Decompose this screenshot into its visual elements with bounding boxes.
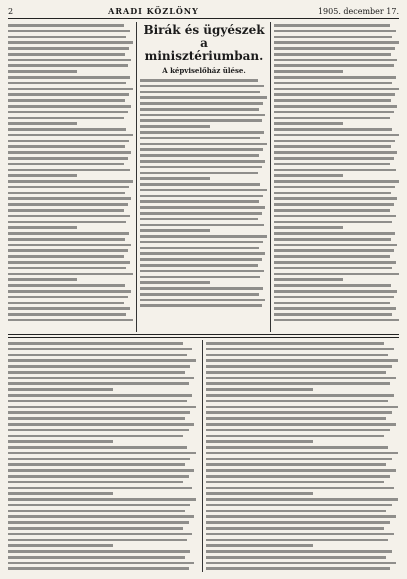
text-line (274, 145, 391, 148)
text-line (274, 261, 396, 264)
text-line (140, 258, 262, 261)
text-line (8, 244, 131, 247)
text-line (8, 192, 125, 195)
text-line (206, 527, 384, 530)
text-line (206, 365, 392, 368)
text-line (206, 567, 390, 570)
column-1 (8, 22, 134, 332)
text-line (8, 180, 133, 183)
text-line (206, 452, 398, 455)
text-line (8, 209, 124, 212)
text-line (274, 82, 392, 85)
text-line (8, 359, 196, 362)
text-line (8, 24, 124, 27)
text-line (140, 154, 259, 157)
text-line (8, 417, 185, 420)
text-line (274, 238, 391, 241)
text-line (206, 487, 394, 490)
text-line (8, 307, 130, 310)
text-line (274, 255, 390, 258)
paper-name: ARADI KÖZLÖNY (108, 6, 199, 16)
text-line (274, 209, 390, 212)
text-line (274, 134, 399, 137)
issue-date: 1905. december 17. (317, 6, 399, 16)
text-line (8, 539, 187, 542)
text-line (8, 93, 129, 96)
text-line (8, 221, 126, 224)
text-line (8, 435, 183, 438)
column-text (8, 22, 134, 321)
text-line (140, 270, 264, 273)
text-line (140, 119, 262, 122)
text-line (8, 255, 124, 258)
text-line (274, 30, 396, 33)
text-line (140, 148, 263, 151)
page-number: 2 (8, 6, 14, 16)
text-line (140, 247, 259, 250)
text-line (140, 235, 267, 238)
text-line (274, 41, 399, 44)
text-line (8, 556, 185, 559)
text-line (8, 197, 131, 200)
text-line (8, 458, 190, 461)
text-line (8, 157, 128, 160)
text-line (274, 273, 399, 276)
text-line (8, 411, 190, 414)
text-line (206, 440, 313, 443)
text-line (206, 504, 392, 507)
text-line (8, 365, 190, 368)
text-line (274, 128, 392, 131)
text-line (8, 64, 128, 67)
text-line (8, 226, 77, 229)
text-line (8, 169, 130, 172)
text-line (8, 174, 77, 177)
text-line (206, 469, 396, 472)
text-line (8, 371, 185, 374)
text-line (140, 183, 260, 186)
text-line (274, 88, 399, 91)
text-line (8, 302, 124, 305)
text-line (8, 440, 113, 443)
text-line (274, 319, 399, 322)
column-3 (274, 22, 400, 332)
text-line (206, 435, 384, 438)
text-line (140, 125, 210, 128)
text-line (206, 382, 390, 385)
text-line (8, 41, 133, 44)
text-line (8, 128, 126, 131)
text-line (274, 59, 397, 62)
text-line (206, 400, 388, 403)
text-line (8, 273, 133, 276)
text-line (8, 400, 187, 403)
text-line (8, 463, 185, 466)
text-line (8, 36, 126, 39)
text-line (274, 215, 396, 218)
text-line (274, 93, 395, 96)
text-line (206, 406, 398, 409)
text-line (8, 481, 183, 484)
text-line (140, 79, 258, 82)
text-line (206, 556, 386, 559)
text-line (274, 163, 390, 166)
text-line (274, 151, 397, 154)
text-line (206, 510, 386, 513)
text-line (8, 533, 192, 536)
text-line (274, 70, 343, 73)
lower-column-right (206, 340, 400, 572)
text-line (140, 218, 258, 221)
column-divider (270, 22, 271, 332)
text-line (140, 96, 267, 99)
text-line (8, 140, 129, 143)
text-line (8, 446, 187, 449)
text-line (140, 160, 265, 163)
text-line (206, 550, 392, 553)
text-line (8, 278, 77, 281)
text-line (274, 117, 390, 120)
text-line (140, 299, 265, 302)
text-line (274, 296, 394, 299)
text-line (274, 302, 390, 305)
text-line (140, 293, 259, 296)
text-line (140, 189, 267, 192)
text-line (206, 446, 388, 449)
text-line (140, 287, 263, 290)
text-line (8, 163, 124, 166)
article-title: Birák és ügyészek a minisztériumban. (143, 23, 265, 63)
text-line (274, 111, 394, 114)
text-line (274, 105, 397, 108)
text-line (8, 567, 189, 570)
text-line (140, 195, 263, 198)
text-line (8, 186, 129, 189)
text-line (8, 504, 190, 507)
text-line (8, 377, 194, 380)
text-line (206, 562, 396, 565)
text-line (206, 348, 394, 351)
text-line (206, 498, 398, 501)
text-line (140, 281, 210, 284)
text-line (8, 492, 113, 495)
text-line (8, 134, 133, 137)
text-line (8, 47, 129, 50)
text-line (274, 174, 343, 177)
text-line (140, 264, 258, 267)
text-line (8, 267, 126, 270)
text-line (274, 186, 395, 189)
text-line (140, 177, 210, 180)
text-line (274, 53, 391, 56)
text-line (140, 252, 265, 255)
text-line (274, 221, 392, 224)
text-line (140, 85, 264, 88)
text-line (206, 463, 386, 466)
text-line (8, 284, 125, 287)
text-line (140, 224, 264, 227)
text-line (206, 394, 394, 397)
text-line (140, 304, 262, 307)
text-line (274, 140, 395, 143)
text-line (8, 348, 192, 351)
text-line (8, 423, 194, 426)
column-text (8, 340, 198, 570)
header-rule (8, 18, 399, 19)
text-line (8, 527, 183, 530)
text-line (140, 241, 263, 244)
text-line (140, 200, 259, 203)
text-line (8, 249, 128, 252)
text-line (8, 53, 125, 56)
text-line (274, 64, 394, 67)
text-line (206, 492, 313, 495)
text-line (8, 406, 196, 409)
text-line (274, 203, 394, 206)
text-line (8, 521, 189, 524)
text-line (8, 487, 192, 490)
text-line (8, 203, 128, 206)
text-line (206, 539, 388, 542)
text-line (8, 76, 130, 79)
text-line (8, 515, 194, 518)
text-line (8, 261, 130, 264)
text-line (206, 411, 392, 414)
text-line (274, 157, 394, 160)
text-line (206, 515, 396, 518)
column-divider (202, 340, 203, 572)
text-line (8, 70, 77, 73)
text-line (8, 88, 133, 91)
text-line (274, 36, 392, 39)
text-line (206, 521, 390, 524)
text-line (206, 342, 384, 345)
text-line (8, 111, 128, 114)
text-line (274, 249, 394, 252)
text-line (8, 232, 129, 235)
text-line (8, 452, 196, 455)
text-line (274, 47, 395, 50)
text-line (274, 290, 397, 293)
text-line (8, 313, 126, 316)
text-line (8, 122, 77, 125)
text-line (140, 108, 259, 111)
text-line (140, 212, 262, 215)
text-line (140, 166, 262, 169)
column-divider (136, 22, 137, 332)
text-line (206, 359, 398, 362)
text-line (274, 244, 397, 247)
text-line (274, 76, 396, 79)
text-line (8, 429, 189, 432)
text-line (8, 498, 196, 501)
text-line (206, 371, 386, 374)
text-line (274, 226, 343, 229)
text-line (274, 267, 392, 270)
lower-column-left (8, 340, 198, 572)
text-line (206, 458, 392, 461)
text-line (274, 99, 391, 102)
text-line (140, 172, 258, 175)
text-line (8, 238, 125, 241)
text-line (140, 137, 260, 140)
text-line (8, 99, 125, 102)
text-line (206, 354, 388, 357)
text-line (274, 284, 391, 287)
section-rule (8, 337, 399, 338)
text-line (140, 102, 263, 105)
text-line (8, 319, 133, 322)
text-line (140, 131, 264, 134)
text-line (8, 544, 113, 547)
text-line (206, 429, 390, 432)
text-line (8, 59, 131, 62)
text-line (8, 394, 192, 397)
text-line (274, 180, 399, 183)
text-line (274, 278, 343, 281)
text-line (8, 382, 189, 385)
text-line (8, 105, 131, 108)
text-line (206, 481, 384, 484)
page-header (8, 4, 399, 18)
text-line (8, 82, 126, 85)
text-line (8, 469, 194, 472)
column-2 (140, 22, 268, 332)
text-line (140, 91, 260, 94)
text-line (206, 377, 396, 380)
text-line (8, 510, 185, 513)
column-text (140, 77, 268, 307)
section-rule (8, 334, 399, 335)
text-line (274, 197, 397, 200)
text-line (206, 423, 396, 426)
text-line (274, 24, 390, 27)
text-line (140, 114, 265, 117)
text-line (206, 417, 386, 420)
text-line (206, 544, 313, 547)
text-line (140, 229, 210, 232)
text-line (8, 296, 128, 299)
text-line (274, 169, 396, 172)
text-line (274, 307, 396, 310)
text-line (8, 475, 189, 478)
text-line (8, 30, 130, 33)
text-line (206, 533, 394, 536)
text-line (8, 550, 190, 553)
text-line (140, 276, 260, 279)
text-line (274, 192, 391, 195)
text-line (8, 117, 124, 120)
text-line (274, 122, 343, 125)
column-text (206, 340, 400, 570)
text-line (8, 290, 131, 293)
text-line (8, 342, 183, 345)
text-line (8, 388, 113, 391)
text-line (8, 215, 130, 218)
text-line (8, 354, 187, 357)
text-line (8, 562, 194, 565)
text-line (8, 145, 125, 148)
text-line (206, 475, 390, 478)
text-line (274, 313, 392, 316)
text-line (274, 232, 395, 235)
text-line (140, 143, 267, 146)
column-text (274, 22, 400, 321)
text-line (140, 206, 265, 209)
text-line (8, 151, 131, 154)
article-subtitle: A képviselőház ülése. (162, 66, 246, 75)
text-line (206, 388, 313, 391)
